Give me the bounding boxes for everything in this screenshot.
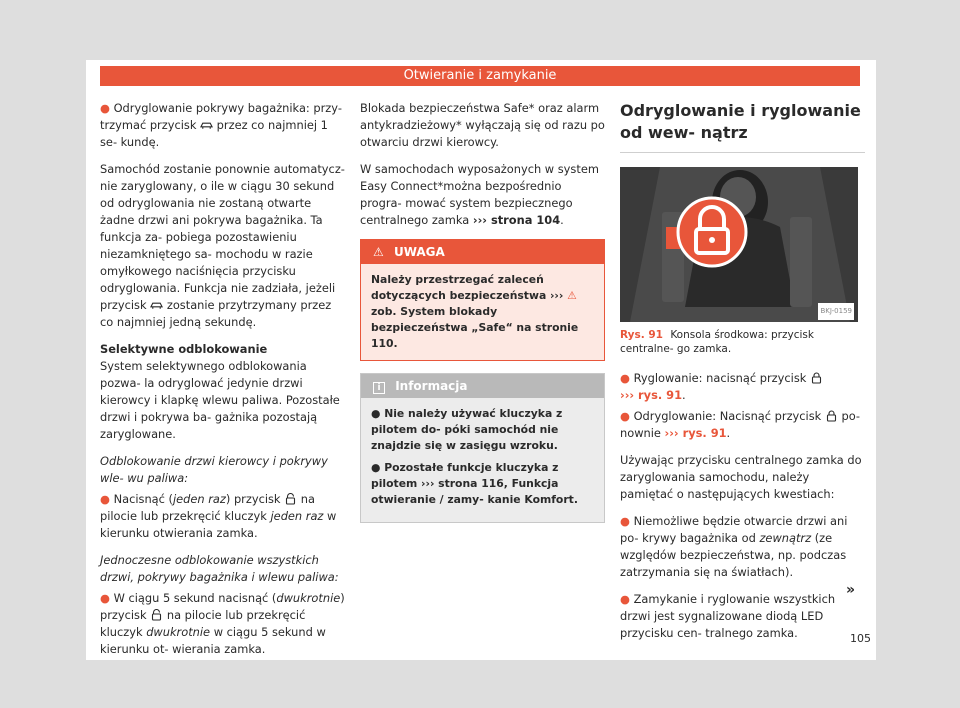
warning-triangle-icon: ⚠	[373, 245, 384, 259]
lock-icon	[810, 372, 823, 384]
driver-unlock-intro: Odblokowanie drzwi kierowcy i pokrywy wle- wu paliwa:	[100, 454, 328, 485]
continue-mark: »	[846, 582, 856, 598]
warning-reference-link[interactable]: zob. System blokady bezpieczeństwa „Safe“ na stronie 110.	[371, 305, 579, 350]
bullet: ●	[100, 591, 110, 605]
bullet: ●	[620, 371, 630, 385]
figure-reference-link[interactable]: ››› rys. 91	[620, 388, 683, 402]
section-title: Odryglowanie i ryglowanie od wew- nątrz	[620, 100, 865, 153]
driver-unlock-step: ● Nacisnąć (jeden raz) przycisk na pilocie lub przekręcić kluczyk jeden raz w kierunku otwierania zamka.	[100, 492, 337, 540]
all-unlock-intro: Jednoczesne odblokowanie wszystkich drzwi, pokrywy bagażnika i wlewu paliwa:	[100, 553, 339, 584]
trunk-icon	[200, 119, 213, 131]
info-item: ● Pozostałe funkcje kluczyka z pilotem ››› strona 116, Funkcja otwieranie / zamy- kanie Komfort.	[371, 461, 578, 506]
center-console-illustration	[620, 167, 858, 322]
paragraph-using-central-lock: Używając przycisku centralnego zamka do zaryglowania samochodu, należy pamiętać o następujących kwestiach:	[620, 453, 862, 501]
paragraph-trunk-unlock: ● Odryglowanie pokrywy bagażnika: przy- trzymać przycisk przez co najmniej 1 se- kundę.	[100, 101, 342, 149]
bullet: ●	[100, 492, 110, 506]
unlock-icon	[150, 609, 163, 621]
column-3	[620, 100, 865, 652]
column-2	[360, 100, 605, 523]
info-header: i Informacja	[361, 374, 604, 398]
note-item: ● Niemożliwe będzie otwarcie drzwi ani po- krywy bagażnika od zewnątrz (ze względów bezpieczeństwa, np. podczas zatrzymania się na światłach).	[620, 514, 848, 579]
figure-center-console	[620, 167, 858, 322]
page-reference-link[interactable]: ››› strona 104	[472, 213, 561, 227]
column-1	[100, 100, 345, 668]
page-header: Otwieranie i zamykanie	[100, 66, 860, 86]
info-body	[361, 398, 604, 522]
info-item: ● Nie należy używać kluczyka z pilotem do- póki samochód nie znajdzie się w zasięgu wzroku.	[371, 407, 563, 452]
paragraph-easy-connect: W samochodach wyposażonych w system Easy Connect*można bezpośrednio progra- mować system bezpiecznego centralnego zamka ››› strona 104.	[360, 162, 599, 227]
paragraph-selective-unlock: System selektywnego odblokowania pozwa- la odryglować jedynie drzwi kierowcy i klapkę wlewu paliwa. Pozostałe drzwi i pokrywa ba- gażnika pozostają zaryglowane.	[100, 359, 340, 441]
figure-code: BKJ-0159	[818, 303, 854, 320]
paragraph-auto-relock: Samochód zostanie ponownie automatycz- nie zaryglowany, o ile w ciągu 30 sekund od odryglowania nie zostaną otwarte żadne drzwi ani pokrywa bagażnika. Ta funkcja za- pobiega pozostawieniu niezamkniętego sa- mochodu w razie omyłkowego naciśnięcia przycisku odryglowania. Funkcja nie zadziała, jeżeli przycisk zostanie przytrzymany przez co najmniej jedną sekundę.	[100, 162, 345, 329]
lock-step: ● Ryglowanie: nacisnąć przycisk ››› rys. 91.	[620, 370, 865, 404]
info-box	[360, 373, 605, 523]
unlock-step: ● Odryglowanie: Nacisnąć przycisk po- nownie ››› rys. 91.	[620, 409, 861, 440]
all-unlock-step: ● W ciągu 5 sekund nacisnąć (dwukrotnie) przycisk na pilocie lub przekręcić kluczyk dwukrotnie w ciągu 5 sekund w kierunku ot- wierania zamka.	[100, 591, 345, 656]
bullet: ●	[620, 514, 630, 528]
paragraph-safe-lock: Blokada bezpieczeństwa Safe* oraz alarm antykradzieżowy* wyłączają się od razu po otwarciu drzwi kierowcy.	[360, 101, 605, 149]
bullet: ●	[620, 409, 630, 423]
info-icon: i	[373, 382, 385, 394]
warning-triangle-icon: ⚠	[567, 289, 577, 302]
figure-reference-link[interactable]: ››› rys. 91	[664, 426, 727, 440]
page-number: 105	[850, 632, 871, 645]
lock-icon	[825, 410, 838, 422]
note-item: ● Zamykanie i ryglowanie wszystkich drzwi jest sygnalizowane diodą LED przycisku cen- tralnego zamka.	[620, 592, 836, 640]
warning-header: ⚠ UWAGA	[361, 240, 604, 264]
warning-box	[360, 239, 605, 361]
figure-caption: Rys. 91 Konsola środkowa: przycisk centralne- go zamka.	[620, 329, 814, 355]
bullet: ●	[371, 461, 381, 474]
heading-selective-unlock: Selektywne odblokowanie	[100, 342, 268, 356]
bullet: ●	[100, 101, 110, 115]
warning-body: Należy przestrzegać zaleceń dotyczących bezpieczeństwa ››› ⚠ zob. System blokady bezpieczeństwa „Safe“ na stronie 110.	[361, 264, 604, 360]
bullet: ●	[371, 407, 381, 420]
trunk-icon	[150, 299, 163, 311]
bullet: ●	[620, 592, 630, 606]
unlock-icon	[284, 493, 297, 505]
